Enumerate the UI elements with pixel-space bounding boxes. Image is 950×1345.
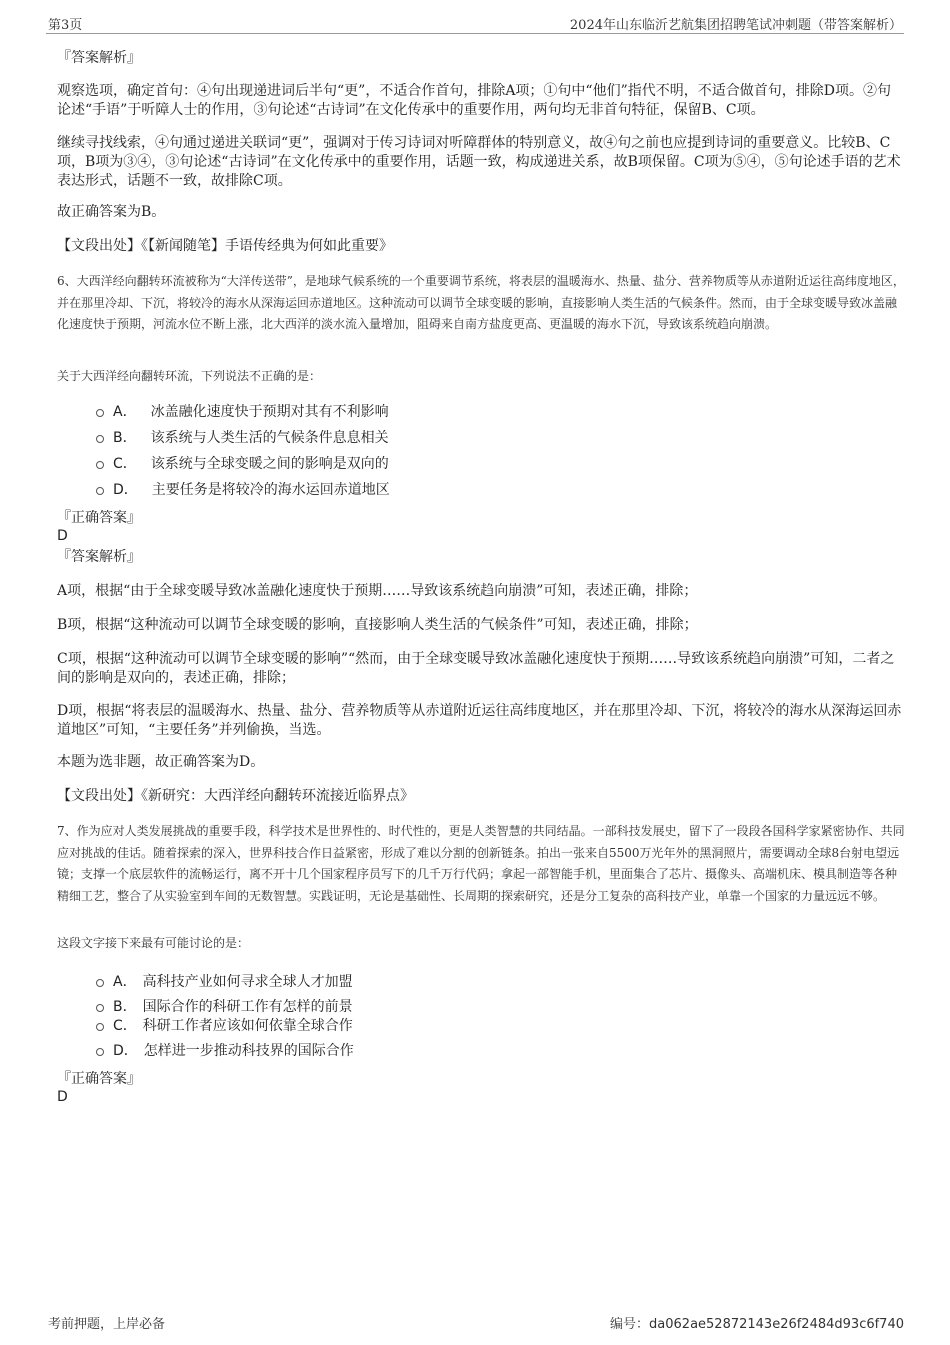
- option-letter: C．: [113, 1018, 137, 1034]
- q7-option-b[interactable]: [96, 996, 353, 1016]
- q7-option-c[interactable]: [96, 1015, 353, 1035]
- q6-answer-label: 『正确答案』: [57, 510, 141, 526]
- option-letter: D．: [113, 1043, 138, 1059]
- prev-analysis-p1: 观察选项，确定首句：④句出现递进词后半句“更”，不适合作首句，排除A项；①句中“他们”指代不明，不适合做首句，排除D项。②句论述“手语”于听障人士的作用，③句论述“古诗词”在文化传承中的重要作用，两句均无非首句特征，保留B、C项。: [57, 83, 891, 118]
- q6-option-d[interactable]: [96, 479, 390, 499]
- q7-option-a[interactable]: [96, 971, 353, 991]
- q6-ask: 关于大西洋经向翻转环流，下列说法不正确的是：: [57, 369, 322, 383]
- header-divider: [46, 33, 904, 34]
- option-letter: A．: [113, 974, 137, 990]
- q6-analysis-b: B项，根据“这种流动可以调节全球变暖的影响，直接影响人类生活的气候条件”可知，表述正确，排除；: [57, 617, 698, 633]
- radio-icon[interactable]: [96, 487, 104, 495]
- option-text: 该系统与全球变暖之间的影响是双向的: [150, 456, 389, 472]
- prev-source: 【文段出处】《【新闻随笔】手语传经典为何如此重要》: [57, 238, 393, 254]
- q6-source: 【文段出处】《新研究：大西洋经向翻转环流接近临界点》: [57, 788, 414, 804]
- prev-analysis-p2: 继续寻找线索，④句通过递进关联词“更”，强调对于传习诗词对听障群体的特别意义，故④句之前也应提到诗词的重要意义。比较B、C项，B项为③④，③句论述“古诗词”在文化传承中的重要作用，话题一致，构成递进关系，故B项保留。C项为⑤④，⑤句论述手语的艺术表达形式，话题不一致，故排除C项。: [57, 135, 901, 189]
- option-text: 主要任务是将较冷的海水运回赤道地区: [151, 482, 390, 498]
- option-text: 冰盖融化速度快于预期对其有不利影响: [150, 404, 389, 420]
- document-id-value: da062ae52872143e26f2484d93c6f740: [649, 1317, 904, 1332]
- option-letter: C．: [113, 456, 137, 472]
- document-id-label: 编号：: [610, 1317, 650, 1332]
- radio-icon[interactable]: [96, 1004, 104, 1012]
- document-title: 2024年山东临沂艺航集团招聘笔试冲刺题（带答案解析）: [569, 18, 902, 33]
- radio-icon[interactable]: [96, 435, 104, 443]
- page-number: 第3页: [48, 18, 83, 33]
- option-letter: B．: [113, 430, 137, 446]
- q6-analysis-c: C项，根据“这种流动可以调节全球变暖的影响”“然而，由于全球变暖导致冰盖融化速度快于预期……导致该系统趋向崩溃”可知，二者之间的影响是双向的，表述正确，排除；: [57, 651, 895, 686]
- prev-analysis-label: 『答案解析』: [57, 50, 141, 66]
- option-letter: B．: [113, 999, 137, 1015]
- q7-option-d[interactable]: [96, 1040, 354, 1060]
- footer-slogan: 考前押题，上岸必备: [48, 1317, 166, 1332]
- radio-icon[interactable]: [96, 409, 104, 417]
- option-text: 国际合作的科研工作有怎样的前景: [142, 999, 353, 1015]
- q6-option-c[interactable]: [96, 453, 389, 473]
- option-text: 高科技产业如何寻求全球人才加盟: [142, 974, 353, 990]
- option-text: 科研工作者应该如何依靠全球合作: [142, 1018, 353, 1034]
- radio-icon[interactable]: [96, 979, 104, 987]
- radio-icon[interactable]: [96, 1023, 104, 1031]
- q6-analysis-a: A项，根据“由于全球变暖导致冰盖融化速度快于预期……导致该系统趋向崩溃”可知，表述正确，排除；: [57, 583, 698, 599]
- q6-analysis-label: 『答案解析』: [57, 549, 141, 565]
- q6-option-b[interactable]: [96, 427, 389, 447]
- q7-ask: 这段文字接下来最有可能讨论的是：: [57, 936, 250, 950]
- q7-answer-label: 『正确答案』: [57, 1071, 141, 1087]
- q6-option-a[interactable]: [96, 401, 389, 421]
- q6-stem: 6、大西洋经向翻转环流被称为“大洋传送带”，是地球气候系统的一个重要调节系统，将表层的温暖海水、热量、盐分、营养物质等从赤道附近运往高纬度地区，并在那里冷却、下沉，将较冷的海水从深海运回赤道地区。这种流动可以调节全球变暖的影响，直接影响人类生活的气候条件。然而，由于全球变暖导致冰盖融化速度快于预期，河流水位不断上涨，北大西洋的淡水流入量增加，阻碍来自南方盐度更高、更温暖的海水下沉，导致该系统趋向崩溃。: [57, 274, 905, 331]
- q7-stem: 7、作为应对人类发展挑战的重要手段，科学技术是世界性的、时代性的，更是人类智慧的共同结晶。一部科技发展史，留下了一段段各国科学家紧密协作、共同应对挑战的佳话。随着探索的深入，世界科技合作日益紧密，形成了难以分割的创新链条。拍出一张来自5500万光年外的黑洞照片，需要调动全球8台射电望远镜；支撑一个底层软件的流畅运行，离不开十几个国家程序员写下的几千万行代码；拿起一部智能手机，里面集合了芯片、摄像头、高端机床、模具制造等各种精细工艺，整合了从实验室到车间的无数智慧。实践证明，无论是基础性、长周期的探索研究，还是分工复杂的高科技产业，单靠一个国家的力量远远不够。: [57, 824, 905, 903]
- q6-conclusion: 本题为选非题，故正确答案为D。: [57, 754, 265, 770]
- option-letter: D．: [113, 482, 138, 498]
- q6-answer: D: [57, 528, 68, 544]
- q6-analysis-d: D项，根据“将表层的温暖海水、热量、盐分、营养物质等从赤道附近运往高纬度地区，并在那里冷却、下沉，将较冷的海水从深海运回赤道地区”可知，“主要任务”并列偷换，当选。: [57, 703, 902, 738]
- document-id: [610, 1313, 904, 1332]
- q7-answer: D: [57, 1089, 68, 1105]
- option-text: 该系统与人类生活的气候条件息息相关: [150, 430, 389, 446]
- option-letter: A．: [113, 404, 137, 420]
- prev-analysis-p3: 故正确答案为B。: [57, 204, 166, 220]
- option-text: 怎样进一步推动科技界的国际合作: [143, 1043, 354, 1059]
- radio-icon[interactable]: [96, 461, 104, 469]
- radio-icon[interactable]: [96, 1048, 104, 1056]
